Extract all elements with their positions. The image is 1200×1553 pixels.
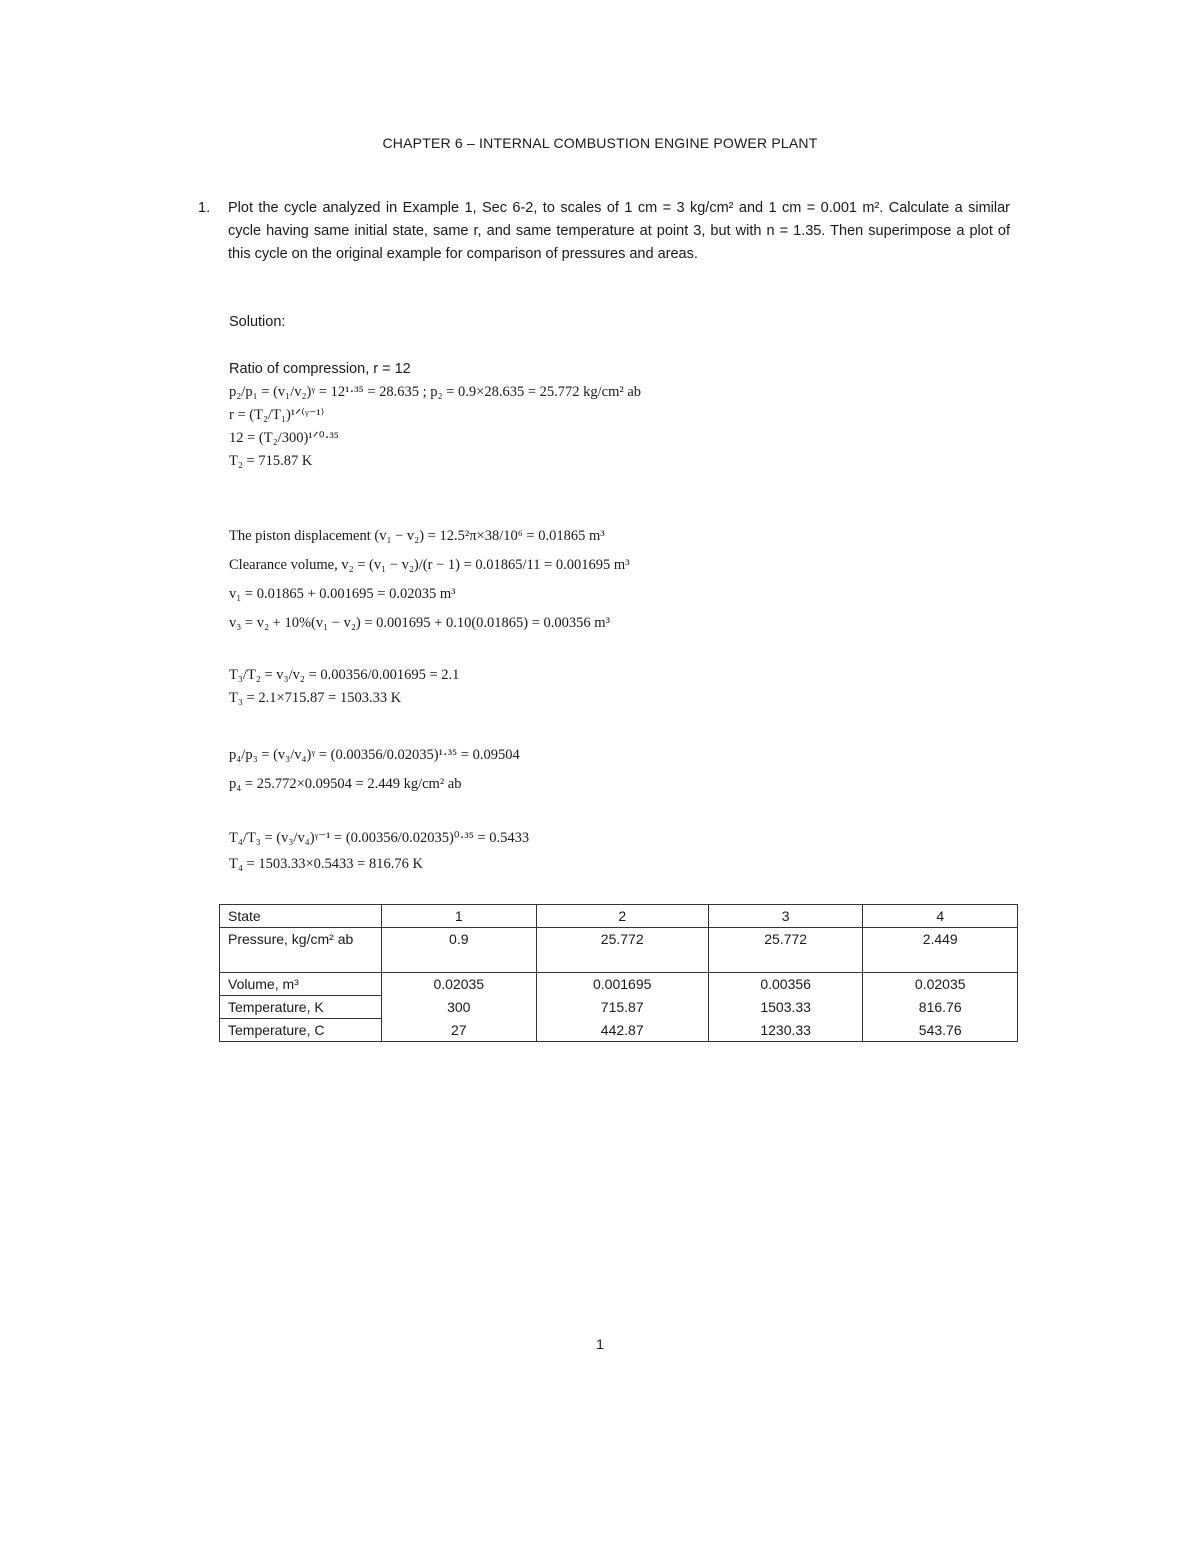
- chapter-title: CHAPTER 6 – INTERNAL COMBUSTION ENGINE POWER PLANT: [382, 135, 818, 151]
- problem-number: 1.: [198, 200, 211, 216]
- equations-group-5: [229, 827, 529, 876]
- equation-displacement: The piston displacement (v₁ − v₂) = 12.5²π×38/10⁶ = 0.01865 m³: [229, 528, 605, 544]
- table-cell: 2.449: [863, 928, 1018, 973]
- table-header-cell: 2: [536, 905, 708, 928]
- equations-group-1: [229, 358, 641, 473]
- table-row-label: Temperature, C: [220, 1019, 382, 1042]
- table-row: [220, 996, 1018, 1019]
- equations-group-2: [229, 525, 630, 635]
- solution-label: Solution:: [229, 314, 286, 330]
- table-cell: 0.02035: [382, 973, 537, 996]
- table-cell: 300: [382, 996, 537, 1019]
- equation-t3: T₃ = 2.1×715.87 = 1503.33 K: [229, 690, 402, 706]
- table-cell: 1503.33: [708, 996, 863, 1019]
- equation-r-temp-numeric: 12 = (T₂/300)¹ᐟ⁰·³⁵: [229, 430, 339, 446]
- state-table: [219, 904, 1018, 1042]
- equation-t3-ratio: T₃/T₂ = v₃/v₂ = 0.00356/0.001695 = 2.1: [229, 667, 460, 683]
- equation-v3: v₃ = v₂ + 10%(v₁ − v₂) = 0.001695 + 0.10(0.01865) = 0.00356 m³: [229, 615, 610, 631]
- equation-r-temp-relation: r = (T₂/T₁)¹ᐟ⁽ᵞ⁻¹⁾: [229, 407, 325, 423]
- table-cell: 25.772: [708, 928, 863, 973]
- table-row-label: Temperature, K: [220, 996, 382, 1019]
- equation-v1: v₁ = 0.01865 + 0.001695 = 0.02035 m³: [229, 586, 456, 602]
- table-row: [220, 1019, 1018, 1042]
- table-cell: 715.87: [536, 996, 708, 1019]
- table-cell: 0.9: [382, 928, 537, 973]
- equation-p4-ratio: p₄/p₃ = (v₃/v₄)ᵞ = (0.00356/0.02035)¹·³⁵ = 0.09504: [229, 747, 520, 763]
- table-header-cell: 3: [708, 905, 863, 928]
- page-number: 1: [596, 1336, 604, 1352]
- equations-group-3: [229, 664, 459, 710]
- table-cell: 442.87: [536, 1019, 708, 1042]
- equation-clearance: Clearance volume, v₂ = (v₁ − v₂)/(r − 1) = 0.01865/11 = 0.001695 m³: [229, 557, 630, 573]
- table-header-row: [220, 905, 1018, 928]
- table-cell: 0.00356: [708, 973, 863, 996]
- table-cell: 0.001695: [536, 973, 708, 996]
- equation-compression-ratio: Ratio of compression, r = 12: [229, 361, 411, 377]
- table-row: [220, 973, 1018, 996]
- table-header-cell: 4: [863, 905, 1018, 928]
- equation-t4-ratio: T₄/T₃ = (v₃/v₄)ᵞ⁻¹ = (0.00356/0.02035)⁰·³⁵ = 0.5433: [229, 830, 530, 846]
- table-header-label: State: [220, 905, 382, 928]
- table-row-label: Pressure, kg/cm² ab: [220, 928, 382, 973]
- equation-t4: T₄ = 1503.33×0.5433 = 816.76 K: [229, 856, 423, 872]
- problem-text: Plot the cycle analyzed in Example 1, Sec 6-2, to scales of 1 cm = 3 kg/cm² and 1 cm = 0.001 m². Calculate a similar cycle having same initial state, same r, and same temperature at point 3, but with n = 1.35. Then superimpose a plot of this cycle on the original example for comparison of pressures and areas.: [228, 200, 1010, 262]
- table-row-label: Volume, m³: [220, 973, 382, 996]
- table-header-cell: 1: [382, 905, 537, 928]
- table-cell: 25.772: [536, 928, 708, 973]
- table-cell: 27: [382, 1019, 537, 1042]
- problem-statement: [198, 197, 1010, 266]
- table-cell: 1230.33: [708, 1019, 863, 1042]
- table-cell: 816.76: [863, 996, 1018, 1019]
- equation-pressure-ratio: p₂/p₁ = (v₁/v₂)ᵞ = 12¹·³⁵ = 28.635 ; p₂ = 0.9×28.635 = 25.772 kg/cm² ab: [229, 384, 642, 400]
- table-cell: 0.02035: [863, 973, 1018, 996]
- equation-p4: p₄ = 25.772×0.09504 = 2.449 kg/cm² ab: [229, 776, 462, 792]
- equation-t2: T₂ = 715.87 K: [229, 453, 313, 469]
- equations-group-4: [229, 744, 520, 796]
- table-row: [220, 928, 1018, 973]
- table-cell: 543.76: [863, 1019, 1018, 1042]
